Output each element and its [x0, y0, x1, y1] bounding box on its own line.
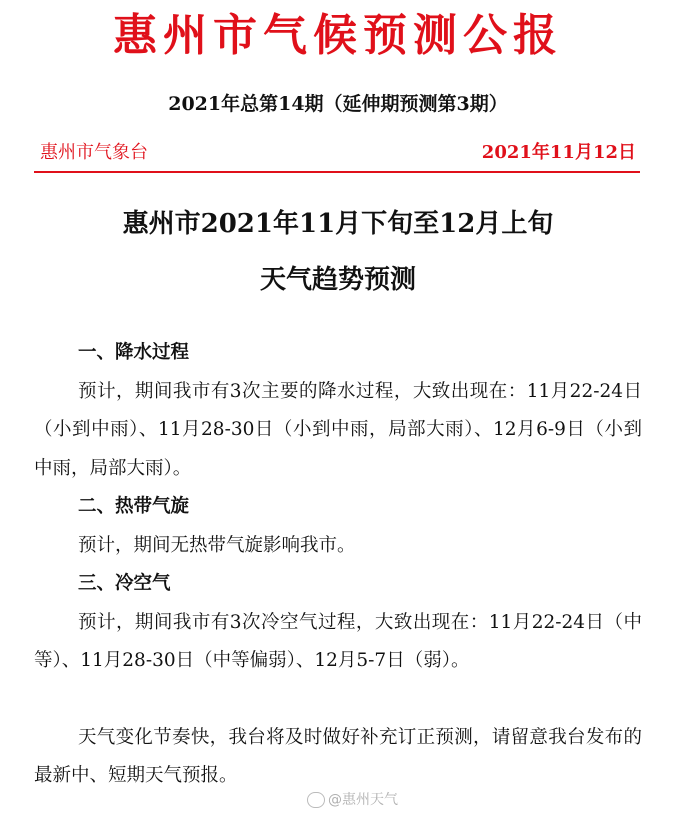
- section-heading-precipitation: 一、降水过程: [78, 342, 190, 363]
- bulletin-masthead: 惠州市气候预测公报: [113, 10, 563, 61]
- section-heading-cold-air: 三、冷空气: [78, 573, 171, 594]
- section-text-cold-air: 预计，期间我市有3次冷空气过程，大致出现在：11月22-24日（中等）、11月28-30日（中等偏弱）、12月5-7日（弱）。: [34, 611, 642, 671]
- issue-date: 2021年11月12日: [481, 142, 636, 163]
- document-title-line-1: 惠州市2021年11月下旬至12月上旬: [122, 209, 554, 239]
- paragraph-spacer: [34, 681, 642, 719]
- issue-number: 2021年总第14期（延伸期预测第3期）: [168, 93, 508, 115]
- weibo-icon: [307, 792, 325, 808]
- watermark-text: @惠州天气: [328, 792, 398, 808]
- closing-note: 天气变化节奏快，我台将及时做好补充订正预测，请留意我台发布的最新中、短期天气预报。: [34, 726, 642, 786]
- forecast-body: [34, 334, 642, 796]
- document-title-line-2: 天气趋势预测: [259, 265, 416, 295]
- section-text-tropical-cyclone: 预计，期间无热带气旋影响我市。: [78, 534, 356, 556]
- section-text-precipitation: 预计，期间我市有3次主要的降水过程，大致出现在：11月22-24日（小到中雨）、11月28-30日（小到中雨，局部大雨）、12月6-9日（小到中雨，局部大雨）。: [34, 380, 642, 479]
- issuing-agency: 惠州市气象台: [40, 142, 148, 163]
- weibo-watermark: [307, 790, 398, 810]
- section-heading-tropical-cyclone: 二、热带气旋: [78, 496, 190, 517]
- header-divider: [34, 171, 640, 173]
